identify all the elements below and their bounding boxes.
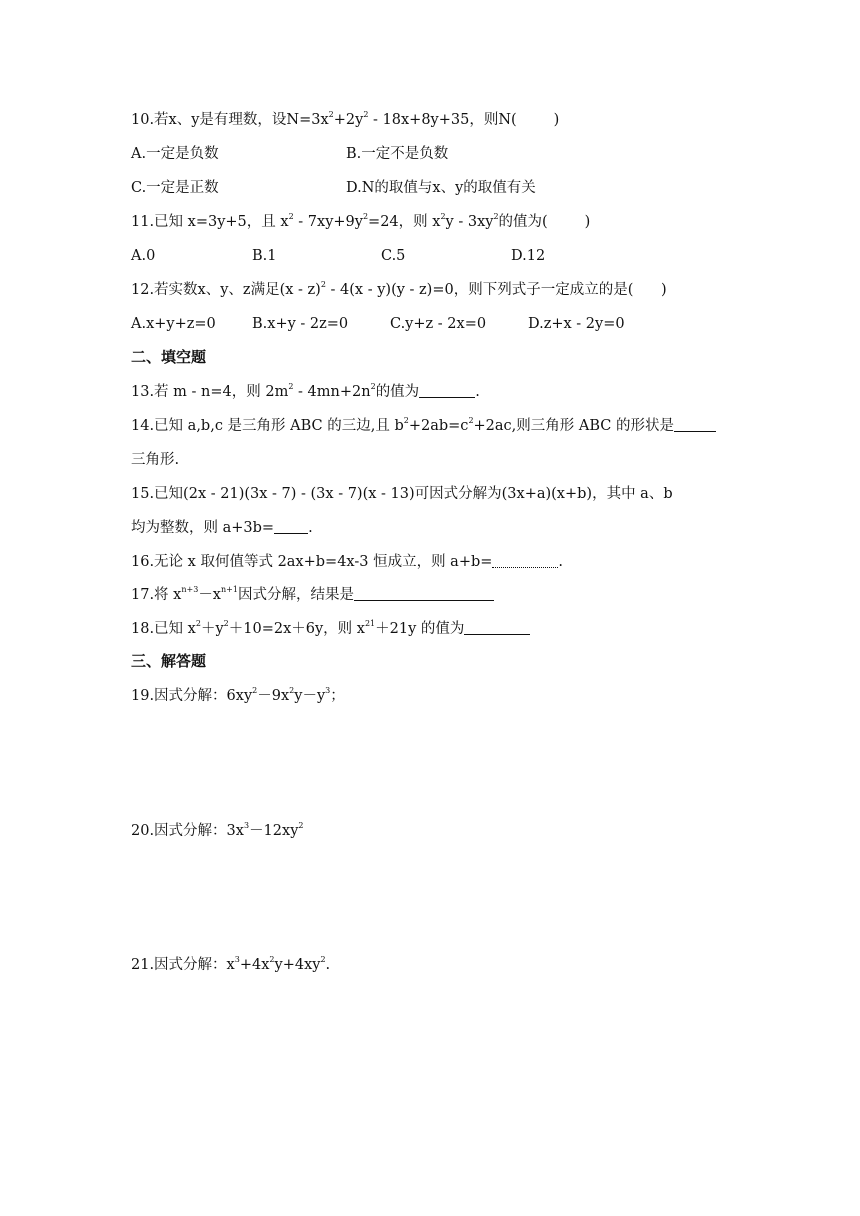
q12-option-c: C.y+z - 2x=0 xyxy=(390,316,487,332)
q10-option-b: B.一定不是负数 xyxy=(346,146,449,162)
question-19: 19.因式分解：$6xy^2-9x^2y-y^3$； xyxy=(131,686,345,704)
question-14: 14.已知 a,b,c 是三角形 ABC 的三边,且 $b^2+2ab=c^2+2ac$,则三角形 ABC 的形状是 xyxy=(131,416,716,436)
answer-blank[interactable] xyxy=(464,620,530,635)
question-15: 15.已知(2x - 21)(3x - 7) - (3x - 7)(x - 13)可因式分解为(3x+a)(x+b)，其中 a、b xyxy=(131,486,673,502)
question-16: 16.无论 x 取何值等式 2ax+b=4x-3 恒成立，则 a+b= . xyxy=(131,554,564,570)
answer-blank[interactable] xyxy=(674,417,716,432)
q11-option-b: B.1 xyxy=(252,248,277,264)
q11-option-d: D.12 xyxy=(511,248,546,264)
question-10-stem: 10.若x、y是有理数，设$N=3x^2+2y^2 - 18x+8y+35$，则N( ) xyxy=(131,110,560,128)
q12-option-a: A.x+y+z=0 xyxy=(131,316,216,332)
section-heading-fill-in: 二、填空题 xyxy=(131,348,207,366)
q11-option-c: C.5 xyxy=(381,248,406,264)
question-20: 20.因式分解：$3x^3-12xy^2$ xyxy=(131,821,304,839)
question-13: 13.若 m - n=4，则 $2m^2 - 4mn+2n^2$的值为 . xyxy=(131,382,480,400)
answer-blank[interactable] xyxy=(419,383,475,398)
answer-blank[interactable] xyxy=(354,586,494,601)
q10-option-d: D.N的取值与x、y的取值有关 xyxy=(346,180,536,196)
question-14-cont: 三角形. xyxy=(131,452,180,468)
q10-option-c: C.一定是正数 xyxy=(131,180,219,196)
q12-option-d: D.z+x - 2y=0 xyxy=(528,316,625,332)
question-17: 17.将 $x^{n+3}-x^{n+1}$因式分解，结果是 xyxy=(131,585,494,605)
section-heading-solve: 三、解答题 xyxy=(131,652,207,670)
answer-blank[interactable] xyxy=(274,519,308,534)
question-21: 21.因式分解：$x^3+4x^2y+4xy^2$. xyxy=(131,955,331,973)
question-15-cont: 均为整数，则 a+3b= . xyxy=(131,520,313,536)
question-12-stem: 12.若实数x、y、z满足(x - z)$^2$ - 4(x - y)(y - z)=0，则下列式子一定成立的是( ) xyxy=(131,280,667,298)
q12-option-b: B.x+y - 2z=0 xyxy=(252,316,349,332)
answer-blank[interactable] xyxy=(492,553,558,568)
q10-option-a: A.一定是负数 xyxy=(131,146,219,162)
question-18: 18.已知 $x^2+y^2+10=2x+6y$，则 $x^{21}+21y$ 的值为 xyxy=(131,619,530,639)
question-11-stem: 11.已知 x=3y+5，且 $x^2 - 7xy+9y^2=24$，则 $x^2y - 3xy^2$的值为( ) xyxy=(131,212,591,230)
q11-option-a: A.0 xyxy=(131,248,156,264)
